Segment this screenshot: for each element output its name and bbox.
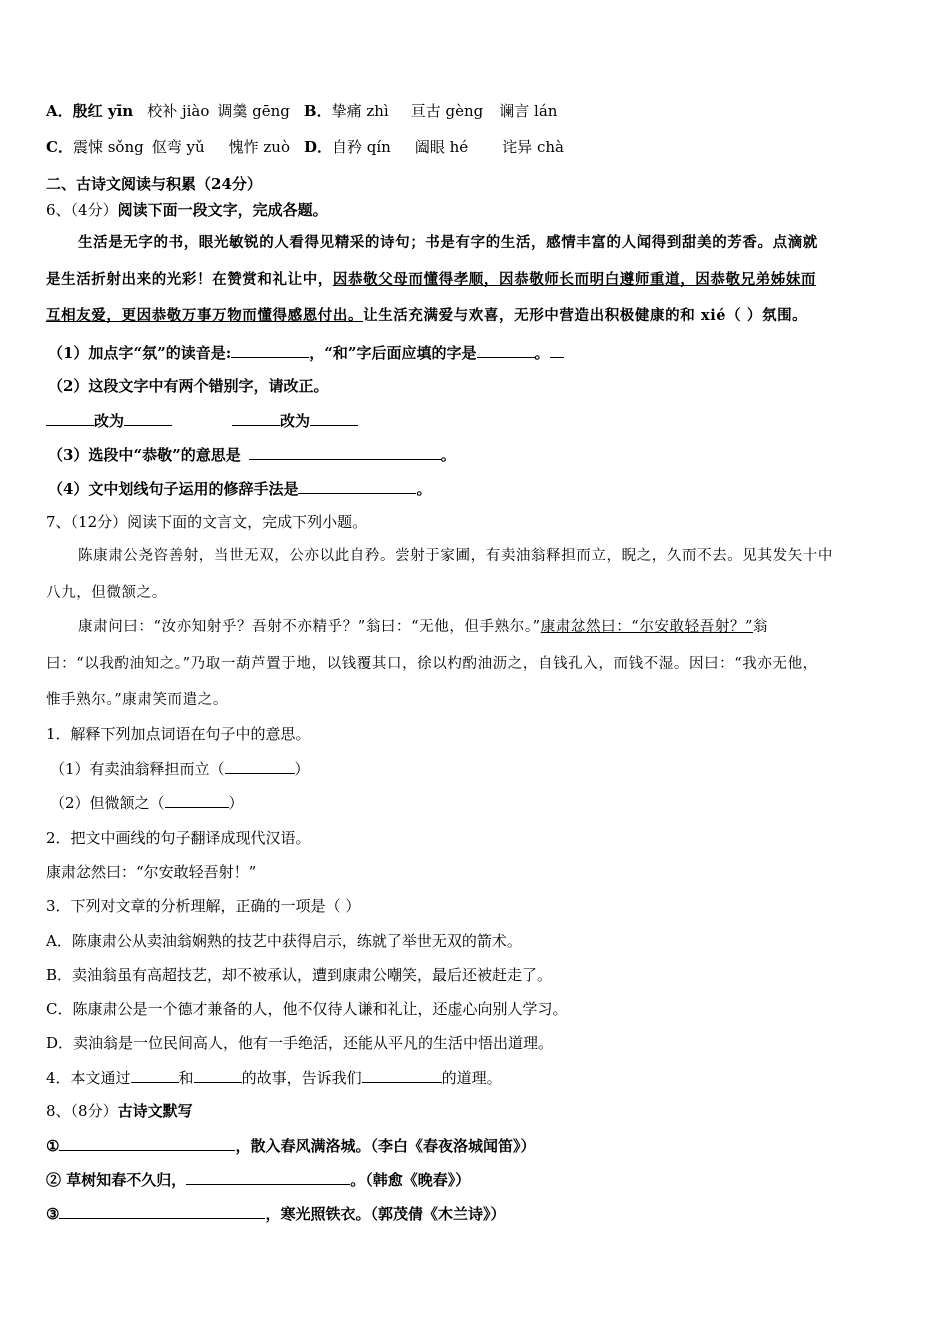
q6-passage-line2 [46,270,816,290]
q8-line1 [46,1135,535,1156]
q6-sub1-middle: ，“和”字后面应填的字是 [309,344,477,362]
q8-line3-text: ，寒光照铁衣。（郭茂倩《木兰诗》） [265,1205,506,1223]
option-a-item2: 校补 jiào [147,102,210,120]
options-row-ab [46,101,557,121]
q8-line1-text: ，散入春风满洛城。（李白《春夜洛城闻笛》） [235,1137,536,1155]
q6-sub3-end: 。 [440,446,456,464]
option-b-item1: 挚痛 zhì [331,102,389,120]
q6-change-label-2: 改为 [280,412,311,430]
q6-sub2-corrections [46,410,358,431]
q7-sub4-text3: 的故事，告诉我们 [241,1069,362,1087]
q7-passage-dialogue: 康肃问曰：“汝亦知射乎？吾射不亦精乎？”翁曰：“无他，但手熟尔。” [78,619,541,635]
answer-blank[interactable] [231,342,309,358]
q7-sub3-option-a: A．陈康肃公从卖油翁娴熟的技艺中获得启示，练就了举世无双的箭术。 [46,932,522,950]
q7-sub1: 1．解释下列加点词语在句子中的意思。 [46,725,311,743]
q7-passage-line2: 八九，但微颔之。 [46,585,167,601]
q7-header [46,512,367,532]
answer-blank[interactable] [298,478,416,494]
q7-sub3-option-d: D．卖油翁是一位民间高人，他有一手绝活，还能从平凡的生活中悟出道理。 [46,1034,554,1052]
q8-line2-text: ② 草树知春不久归， [46,1171,187,1189]
option-c-letter: C． [46,138,73,156]
option-a-item3: 调羹 gēng [217,102,290,120]
q6-change-label-1: 改为 [94,412,125,430]
q8-line1-marker: ① [46,1137,60,1155]
q7-sub4-text4: 的道理。 [441,1069,502,1087]
q7-sub3-option-c: C．陈康肃公是一个德才兼备的人，他不仅待人谦和礼让，还虚心向别人学习。 [46,1000,568,1018]
q8-line2-source: 。（韩愈《晚春》） [350,1171,471,1189]
q6-sub4-prompt: （4）文中划线句子运用的修辞手法是 [48,480,299,498]
answer-blank[interactable] [186,1169,350,1185]
answer-blank[interactable] [194,1067,242,1083]
option-d-item2: 阖眼 hé [414,138,469,156]
q7-sub2: 2．把文中画线的句子翻译成现代汉语。 [46,829,311,847]
q8-line2 [46,1169,470,1190]
q6-sub2: （2）这段文字中有两个错别字，请改正。 [48,377,329,395]
answer-blank[interactable] [310,410,358,426]
answer-blank[interactable] [232,410,280,426]
q6-header [46,200,328,220]
q7-sub1-item2-text: （2）但微颔之（ [50,794,165,812]
answer-blank[interactable] [225,758,295,774]
q7-sub2-sentence: 康肃忿然曰：“尔安敢轻吾射！” [46,863,257,881]
q7-underlined-sentence: 康肃忿然曰：“尔安敢轻吾射？” [540,619,754,635]
q7-sub1-item1-text: （1）有卖油翁释担而立（ [50,760,225,778]
option-c-item1: 震悚 sǒng [72,138,144,156]
option-a-item1: 殷红 yīn [72,102,134,120]
q7-passage-line4: 曰：“以我酌油知之。”乃取一葫芦置于地，以钱覆其口，徐以杓酌油沥之，自钱孔入，而钱不湿。因曰：“我亦无他， [46,656,818,672]
answer-blank[interactable] [59,1203,265,1219]
q6-passage-line2-plain: 是生活折射出来的光彩！在赞赏和礼让中， [46,271,333,288]
answer-blank[interactable] [46,410,94,426]
q6-passage-line3 [46,306,807,326]
q8-line3 [46,1203,505,1224]
q8-line3-marker: ③ [46,1205,60,1223]
q6-underlined-sentence-part2: 互相友爱，更因恭敬万事万物而懂得感恩付出。 [46,307,364,324]
q6-sub3 [48,444,456,465]
q7-sub1-item2 [50,792,244,813]
q7-sub1-item1-close: ） [294,760,310,778]
answer-blank[interactable] [477,342,535,358]
q6-sub4 [48,478,431,499]
q7-passage-line5: 惟手熟尔。”康肃笑而遣之。 [46,692,228,708]
option-b-item3: 谰言 lán [499,102,558,120]
option-d-item1: 自矜 qín [332,138,391,156]
option-a-letter: A． [46,102,73,120]
answer-blank[interactable] [59,1135,235,1151]
q7-passage-line3 [78,617,768,637]
q6-number: 6、（4分） [46,201,118,219]
option-d-item3: 诧异 chà [502,138,564,156]
q7-passage-line3-end: 翁 [753,619,769,635]
q7-sub1-item2-close: ） [228,794,244,812]
option-b-letter: B． [303,102,332,120]
q8-header [46,1101,193,1121]
answer-blank[interactable] [131,1067,179,1083]
q7-sub3-option-b: B．卖油翁虽有高超技艺，却不被承认，遭到康肃公嘲笑，最后还被赶走了。 [46,966,553,984]
answer-blank[interactable] [124,410,172,426]
q7-sub3: 3．下列对文章的分析理解，正确的一项是（ ） [46,897,361,915]
q7-sub1-item1 [50,758,310,779]
option-b-item2: 亘古 gèng [410,102,484,120]
q8-instruction: 古诗文默写 [117,1102,193,1120]
q6-instruction: 阅读下面一段文字，完成各题。 [117,201,328,219]
answer-blank[interactable] [362,1067,442,1083]
answer-blank-tail [550,342,564,358]
q7-passage-line1: 陈康肃公尧咨善射，当世无双，公亦以此自矜。尝射于家圃，有卖油翁释担而立，睨之，久而不去。见其发矢十中 [78,548,833,564]
q7-number: 7、（12分） [46,513,128,531]
options-row-cd [46,137,564,157]
q6-passage-line1: 生活是无字的书，眼光敏锐的人看得见精采的诗句；书是有字的生活，感情丰富的人闻得到甜美的芳香。点滴就 [78,234,818,251]
q7-sub4-text2: 和 [178,1069,194,1087]
q6-passage-line3-plain: 让生活充满爱与欢喜，无形中营造出积极健康的和 xié（ ）氛围。 [363,307,808,324]
q7-instruction: 阅读下面的文言文，完成下列小题。 [127,513,368,531]
q7-sub4-text1: 4．本文通过 [46,1069,131,1087]
q7-sub4 [46,1067,502,1088]
option-c-item3: 愧怍 zuò [228,138,290,156]
q6-sub1-prompt: （1）加点字“氛”的读音是: [48,344,232,362]
q6-sub3-prompt: （3）选段中“恭敬”的意思是 [48,446,241,464]
q6-underlined-sentence-part1: 因恭敬父母而懂得孝顺，因恭敬师长而明白遵师重道，因恭敬兄弟姊妹而 [332,271,817,288]
option-c-item2: 伛弯 yǔ [151,138,205,156]
q8-number: 8、（8分） [46,1102,118,1120]
section-title: 二、古诗文阅读与积累（24分） [46,175,262,193]
option-d-letter: D． [304,138,333,156]
q6-sub1 [48,342,564,363]
answer-blank[interactable] [249,444,441,460]
q6-sub4-end: 。 [416,480,432,498]
q6-sub1-end: 。 [534,344,550,362]
answer-blank[interactable] [165,792,229,808]
